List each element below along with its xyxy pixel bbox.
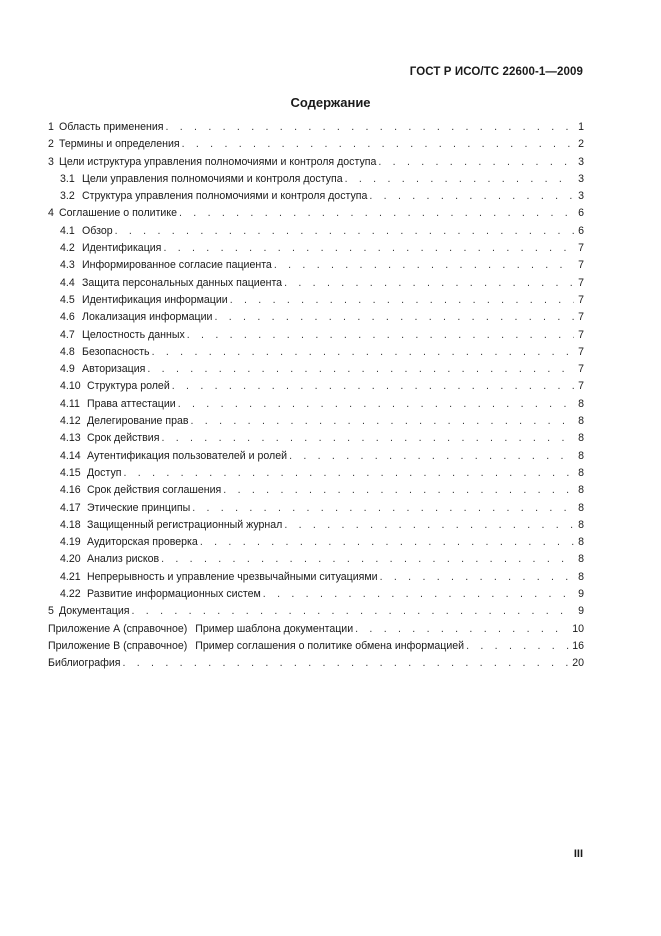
toc-title: Идентификация xyxy=(82,242,162,255)
toc-entry-4-10[interactable] xyxy=(48,380,584,397)
dot-leader xyxy=(115,225,574,237)
toc-page: 7 xyxy=(578,311,584,324)
dot-leader xyxy=(172,380,574,392)
dot-leader xyxy=(466,640,570,652)
dot-leader xyxy=(284,277,574,289)
toc-page: 8 xyxy=(578,484,584,497)
toc-number: 4.13 xyxy=(60,432,81,445)
toc-page: 9 xyxy=(578,605,584,618)
toc-number: 4.11 xyxy=(60,397,80,410)
toc-entry-4-22[interactable] xyxy=(48,588,584,605)
dot-leader xyxy=(161,553,574,565)
toc-entry-1[interactable] xyxy=(48,121,584,138)
toc-title: Локализация информации xyxy=(82,311,213,324)
toc-title: Пример шаблона документации xyxy=(195,622,354,635)
toc-page: 6 xyxy=(578,207,584,220)
page-title: Содержание xyxy=(290,95,371,110)
toc-page: 6 xyxy=(578,224,584,237)
toc-number: 4.16 xyxy=(60,484,81,497)
toc-page: 3 xyxy=(578,190,584,203)
toc-entry-4-14[interactable] xyxy=(48,450,584,467)
dot-leader xyxy=(263,588,574,600)
toc-page: 8 xyxy=(578,536,584,549)
toc-entry-4-13[interactable] xyxy=(48,432,584,449)
toc-number: 4.21 xyxy=(60,570,81,583)
toc-entry-4-9[interactable] xyxy=(48,363,584,380)
toc-entry-3-1[interactable] xyxy=(48,173,584,190)
toc-number: 4.6 xyxy=(60,311,75,324)
toc-page: 7 xyxy=(578,242,584,255)
toc-number: 3.1 xyxy=(60,172,75,185)
toc-page: 8 xyxy=(578,415,584,428)
toc-entry-appendix-b[interactable] xyxy=(48,640,584,657)
dot-leader xyxy=(124,467,575,479)
toc-title: Структура управления полномочиями и контроля доступа xyxy=(82,190,368,203)
toc-page: 3 xyxy=(578,155,584,168)
toc-title: Структура ролей xyxy=(87,380,170,393)
toc-number: 4.15 xyxy=(60,466,81,479)
toc-number: 4.17 xyxy=(60,501,81,514)
toc-entry-3-2[interactable] xyxy=(48,190,584,207)
toc-page: 8 xyxy=(578,518,584,531)
toc-entry-4-7[interactable] xyxy=(48,329,584,346)
toc-entry-4-19[interactable] xyxy=(48,536,584,553)
toc-title: Срок действия соглашения xyxy=(87,484,222,497)
toc-page: 8 xyxy=(578,553,584,566)
toc-entry-4[interactable] xyxy=(48,207,584,224)
toc-number: 4.5 xyxy=(60,293,75,306)
toc-title: Идентификация информации xyxy=(82,293,228,306)
toc-number: 4.8 xyxy=(60,345,75,358)
toc-entry-4-18[interactable] xyxy=(48,519,584,536)
toc-number: 4.4 xyxy=(60,276,75,289)
toc-entry-4-20[interactable] xyxy=(48,553,584,570)
dot-leader xyxy=(152,346,574,358)
dot-leader xyxy=(345,173,574,185)
toc-entry-4-5[interactable] xyxy=(48,294,584,311)
toc-title: Срок действия xyxy=(87,432,160,445)
dot-leader xyxy=(122,657,570,669)
toc-page: 7 xyxy=(578,380,584,393)
toc-page: 7 xyxy=(578,293,584,306)
toc-entry-4-11[interactable] xyxy=(48,398,584,415)
dot-leader xyxy=(355,623,570,635)
toc-title: Соглашение о политике xyxy=(59,207,177,220)
toc-entry-4-2[interactable] xyxy=(48,242,584,259)
dot-leader xyxy=(214,311,574,323)
toc-number: 4.10 xyxy=(60,380,81,393)
toc-entry-4-21[interactable] xyxy=(48,571,584,588)
toc-page: 7 xyxy=(578,363,584,376)
toc-number: 4.9 xyxy=(60,363,75,376)
dot-leader xyxy=(163,242,574,254)
toc-title: Авторизация xyxy=(82,363,146,376)
toc-title: Аутентификация пользователей и ролей xyxy=(87,449,288,462)
toc-entry-3[interactable] xyxy=(48,156,584,173)
toc-title: Защита персональных данных пациента xyxy=(82,276,283,289)
toc-entry-4-1[interactable] xyxy=(48,225,584,242)
toc-number: 4.19 xyxy=(60,536,81,549)
toc-title: Безопасность xyxy=(82,345,150,358)
toc-number: 4 xyxy=(48,207,54,220)
toc-title: Цели иструктура управления полномочиями и контроля доступа xyxy=(59,155,377,168)
toc-page: 7 xyxy=(578,276,584,289)
toc-page: 8 xyxy=(578,397,584,410)
dot-leader xyxy=(147,363,574,375)
toc-title: Информированное согласие пациента xyxy=(82,259,272,272)
toc-entry-4-12[interactable] xyxy=(48,415,584,432)
toc-page: 8 xyxy=(578,449,584,462)
toc-title: Анализ рисков xyxy=(87,553,160,566)
toc-number: 4.18 xyxy=(60,518,81,531)
toc-page: 8 xyxy=(578,501,584,514)
toc-number: 4.14 xyxy=(60,449,81,462)
toc-page: 8 xyxy=(578,466,584,479)
toc-title: Обзор xyxy=(82,224,113,237)
toc-page: 7 xyxy=(578,328,584,341)
toc-title: Непрерывность и управление чрезвычайными ситуациями xyxy=(87,570,378,583)
toc-page: 8 xyxy=(578,432,584,445)
toc-title: Защищенный регистрационный журнал xyxy=(87,518,283,531)
toc-entry-4-15[interactable] xyxy=(48,467,584,484)
toc-page: 7 xyxy=(578,259,584,272)
standard-designation: ГОСТ Р ИСО/ТС 22600-1—2009 xyxy=(409,66,583,78)
dot-leader xyxy=(178,398,574,410)
table-of-contents xyxy=(48,121,584,675)
dot-leader xyxy=(192,502,574,514)
dot-leader xyxy=(369,190,574,202)
toc-page: 3 xyxy=(578,172,584,185)
dot-leader xyxy=(132,605,575,617)
toc-title: Делегирование прав xyxy=(87,415,189,428)
toc-entry-4-4[interactable] xyxy=(48,277,584,294)
toc-title: Цели управления полномочиями и контроля доступа xyxy=(82,172,343,185)
toc-title: Библиография xyxy=(48,657,121,670)
dot-leader xyxy=(200,536,574,548)
toc-title: Пример соглашения о политике обмена информацией xyxy=(195,639,465,652)
dot-leader xyxy=(378,156,574,168)
toc-number: 4.1 xyxy=(60,224,75,237)
toc-entry-appendix-a[interactable] xyxy=(48,623,584,640)
toc-number: 4.7 xyxy=(60,328,75,341)
toc-number: 4.12 xyxy=(60,415,81,428)
toc-title: Этические принципы xyxy=(87,501,191,514)
toc-page: 7 xyxy=(578,345,584,358)
toc-title: Права аттестации xyxy=(87,397,176,410)
toc-number: 3.2 xyxy=(60,190,75,203)
toc-page: 2 xyxy=(578,138,584,151)
toc-entry-4-6[interactable] xyxy=(48,311,584,328)
toc-number: 4.2 xyxy=(60,242,75,255)
dot-leader xyxy=(380,571,574,583)
toc-page: 16 xyxy=(572,639,584,652)
dot-leader xyxy=(191,415,574,427)
toc-title: Доступ xyxy=(87,466,122,479)
toc-title: Целостность данных xyxy=(82,328,185,341)
dot-leader xyxy=(284,519,574,531)
toc-entry-5[interactable] xyxy=(48,605,584,622)
toc-number: Приложение В (справочное) xyxy=(48,639,188,652)
toc-number: Приложение А (справочное) xyxy=(48,622,188,635)
toc-number: 2 xyxy=(48,138,54,151)
toc-entry-4-17[interactable] xyxy=(48,502,584,519)
toc-page: 1 xyxy=(578,121,584,133)
dot-leader xyxy=(274,259,574,271)
toc-entry-2[interactable] xyxy=(48,138,584,155)
toc-title: Область применения xyxy=(59,121,164,133)
toc-title: Термины и определения xyxy=(59,138,180,151)
dot-leader xyxy=(179,207,574,219)
dot-leader xyxy=(223,484,574,496)
toc-number: 4.20 xyxy=(60,553,81,566)
toc-number: 4.3 xyxy=(60,259,75,272)
page-number: III xyxy=(573,848,583,860)
toc-page: 8 xyxy=(578,570,584,583)
toc-number: 4.22 xyxy=(60,588,81,601)
toc-title: Аудиторская проверка xyxy=(87,536,198,549)
toc-page: 9 xyxy=(578,588,584,601)
toc-title: Развитие информационных систем xyxy=(87,588,261,601)
dot-leader xyxy=(165,121,574,133)
toc-title: Документация xyxy=(59,605,130,618)
toc-page: 20 xyxy=(572,657,584,670)
toc-number: 1 xyxy=(48,121,54,133)
dot-leader xyxy=(187,329,574,341)
dot-leader xyxy=(289,450,574,462)
dot-leader xyxy=(182,138,574,150)
toc-number: 5 xyxy=(48,605,54,618)
toc-entry-bibliography[interactable] xyxy=(48,657,584,674)
toc-number: 3 xyxy=(48,155,54,168)
dot-leader xyxy=(161,432,574,444)
toc-entry-4-3[interactable] xyxy=(48,259,584,276)
toc-entry-4-8[interactable] xyxy=(48,346,584,363)
toc-page: 10 xyxy=(572,622,584,635)
toc-entry-4-16[interactable] xyxy=(48,484,584,501)
dot-leader xyxy=(230,294,574,306)
